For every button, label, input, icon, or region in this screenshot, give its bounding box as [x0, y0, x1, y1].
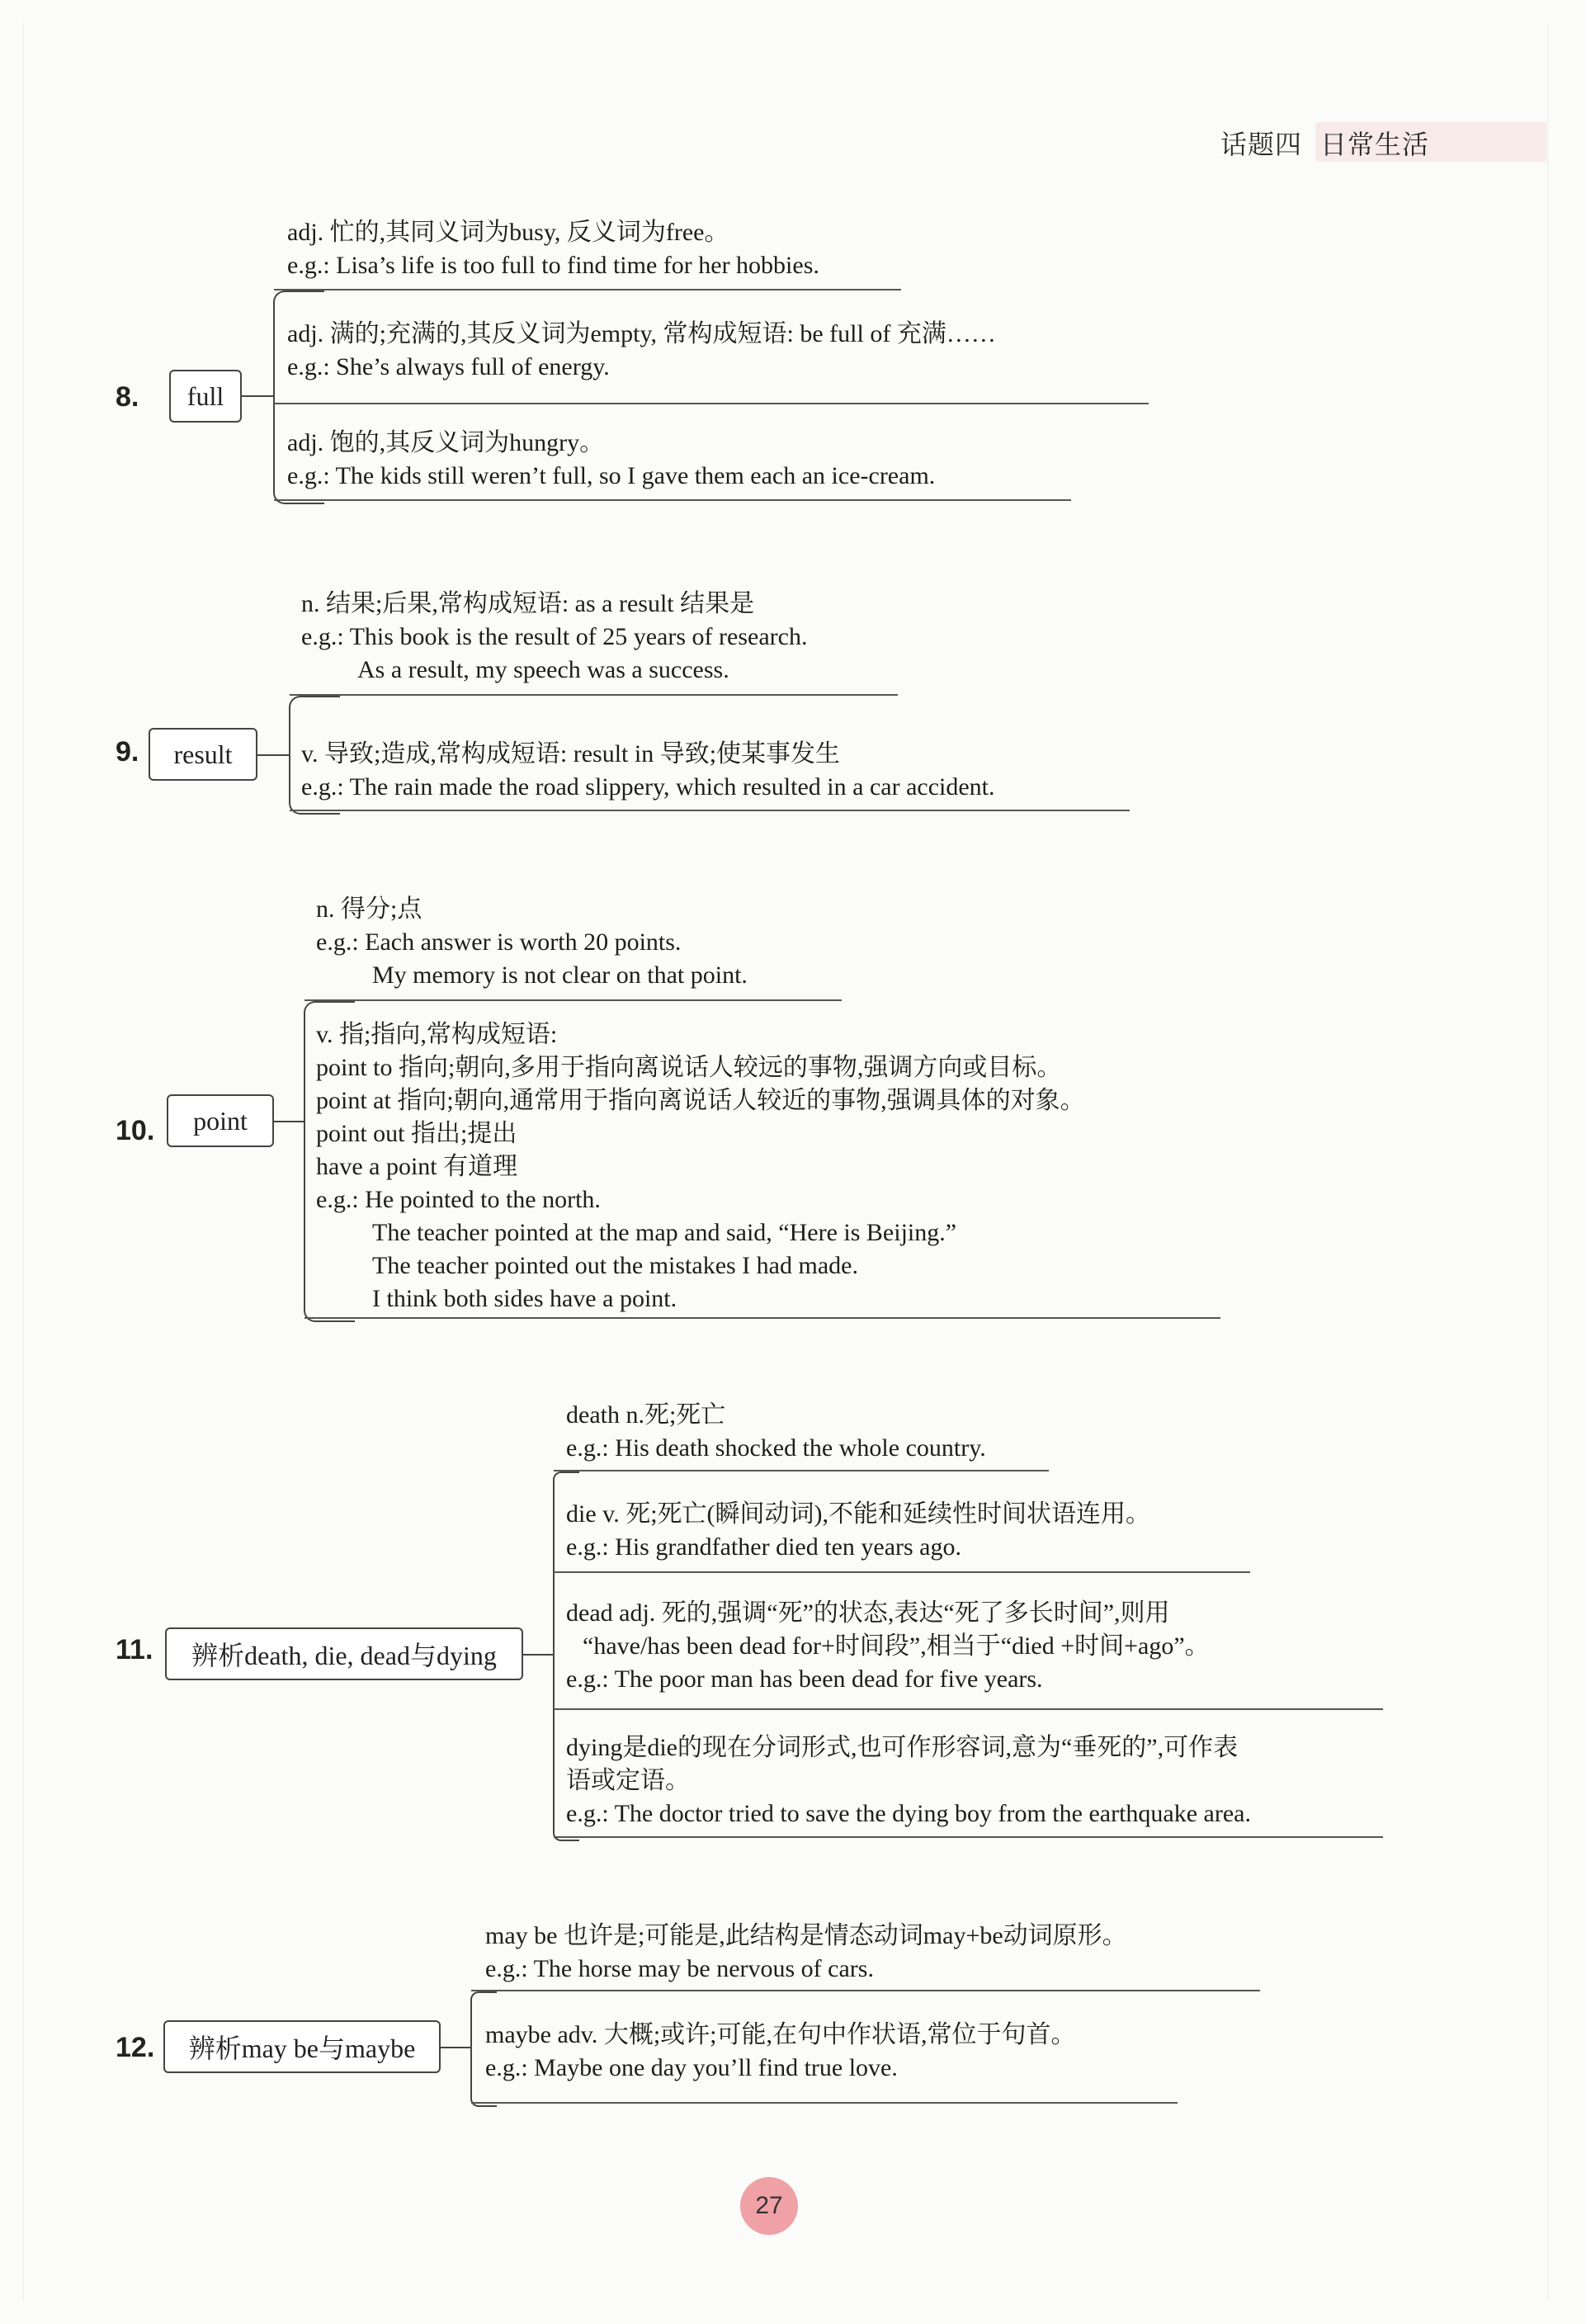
example-line: As a result, my speech was a success. [357, 656, 729, 683]
header-topic: 话题四 [1220, 129, 1302, 160]
sense-block [287, 427, 935, 493]
example-line: e.g.: His death shocked the whole country. [566, 1434, 986, 1462]
sense-divider [554, 1836, 1383, 1838]
connector-line [441, 2047, 472, 2048]
sense-divider [554, 1571, 1250, 1573]
sense-divider [471, 1990, 1260, 1991]
entry-number: 10. [116, 1115, 155, 1146]
example-line: e.g.: The kids still weren’t full, so I gave them each an ice-cream. [287, 462, 936, 489]
entry-word-box: point [167, 1094, 274, 1147]
example-line: The teacher pointed at the map and said, “Here is Beijing.” [372, 1219, 957, 1246]
sense-divider [274, 499, 1071, 501]
example-line: e.g.: She’s always full of energy. [287, 353, 610, 380]
phrase-line: point out 指出;提出 [316, 1120, 517, 1147]
connector-line [242, 395, 275, 397]
sense-block [485, 2019, 1076, 2085]
sense-block [485, 1920, 1127, 1986]
sense-block [566, 1597, 1210, 1696]
example-line: I think both sides have a point. [372, 1285, 677, 1312]
sense-block [301, 738, 995, 804]
sense-divider [554, 1708, 1383, 1710]
sense-line: death n.死;死亡 [566, 1401, 726, 1429]
example-line: My memory is not clear on that point. [372, 961, 748, 989]
sense-line: may be 也许是;可能是,此结构是情态动词may+be动词原形。 [485, 1922, 1127, 1949]
example-line: e.g.: The doctor tried to save the dying boy from the earthquake area. [566, 1800, 1251, 1827]
example-line: e.g.: Maybe one day you’ll find true love. [485, 2054, 898, 2081]
example-line: e.g.: Each answer is worth 20 points. [316, 928, 682, 956]
sense-line: v. 导致;造成,常构成短语: result in 导致;使某事发生 [301, 740, 841, 768]
sense-block [566, 1399, 986, 1465]
sense-line: adj. 忙的,其同义词为busy, 反义词为free。 [287, 219, 729, 246]
entry-word-box: full [169, 370, 242, 423]
sense-line: v. 指;指向,常构成短语: [316, 1021, 558, 1048]
connector-line [257, 754, 290, 756]
example-line: e.g.: The rain made the road slippery, which resulted in a car accident. [301, 773, 995, 801]
header-title: 日常生活 [1319, 129, 1429, 160]
phrase-line: have a point 有道理 [316, 1153, 518, 1180]
sense-block [566, 1498, 1150, 1564]
example-line: e.g.: He pointed to the north. [316, 1186, 601, 1213]
example-line: e.g.: Lisa’s life is too full to find time for her hobbies. [287, 252, 819, 279]
sense-line: n. 得分;点 [316, 895, 422, 923]
entry-number: 8. [116, 381, 139, 413]
page-number: 27 [740, 2177, 798, 2235]
phrase-line: point to 指向;朝向,多用于指向离说话人较远的事物,强调方向或目标。 [316, 1054, 1062, 1081]
entry-word-box: result [149, 728, 257, 781]
sense-line: 语或定语。 [566, 1767, 690, 1794]
entry-number: 9. [116, 736, 139, 768]
sense-divider [290, 694, 898, 696]
sense-divider [471, 2102, 1178, 2104]
sense-divider [274, 289, 901, 290]
sense-line: dying是die的现在分词形式,也可作形容词,意为“垂死的”,可作表 [566, 1734, 1239, 1761]
sense-block [566, 1731, 1251, 1830]
example-line: The teacher pointed out the mistakes I had made. [372, 1252, 858, 1279]
sense-divider [304, 999, 842, 1001]
sense-line: “have/has been dead for+时间段”,相当于“died +时间+ago”。 [583, 1632, 1210, 1660]
entry-number: 11. [116, 1634, 153, 1665]
sense-divider [290, 810, 1130, 811]
sense-block [316, 1018, 1085, 1316]
example-line: e.g.: The horse may be nervous of cars. [485, 1955, 874, 1982]
sense-line: die v. 死;死亡(瞬间动词),不能和延续性时间状语连用。 [566, 1500, 1151, 1528]
sense-block [287, 318, 996, 384]
sense-line: adj. 饱的,其反义词为hungry。 [287, 429, 605, 456]
running-header [1202, 124, 1429, 162]
sense-line: maybe adv. 大概;或许;可能,在句中作状语,常位于句首。 [485, 2021, 1076, 2048]
entry-number: 12. [116, 2032, 155, 2063]
entry-word-box: 辨析may be与maybe [163, 2020, 441, 2073]
connector-line [523, 1654, 555, 1656]
entry-word-box: 辨析death, die, dead与dying [165, 1627, 523, 1680]
sense-line: n. 结果;后果,常构成短语: as a result 结果是 [301, 590, 755, 617]
sense-block [316, 893, 748, 992]
connector-line [274, 1121, 305, 1122]
example-line: e.g.: This book is the result of 25 years of research. [301, 623, 808, 650]
sense-line: adj. 满的;充满的,其反义词为empty, 常构成短语: be full of 充满…… [287, 320, 996, 347]
example-line: e.g.: The poor man has been dead for five years. [566, 1665, 1043, 1693]
sense-divider [304, 1317, 1220, 1319]
example-line: e.g.: His grandfather died ten years ago. [566, 1533, 961, 1561]
sense-block [287, 216, 819, 282]
phrase-line: point at 指向;朝向,通常用于指向离说话人较近的事物,强调具体的对象。 [316, 1087, 1085, 1114]
sense-divider [274, 403, 1149, 404]
sense-divider [554, 1470, 1049, 1471]
sense-line: dead adj. 死的,强调“死”的状态,表达“死了多长时间”,则用 [566, 1599, 1170, 1627]
sense-block [301, 588, 807, 687]
